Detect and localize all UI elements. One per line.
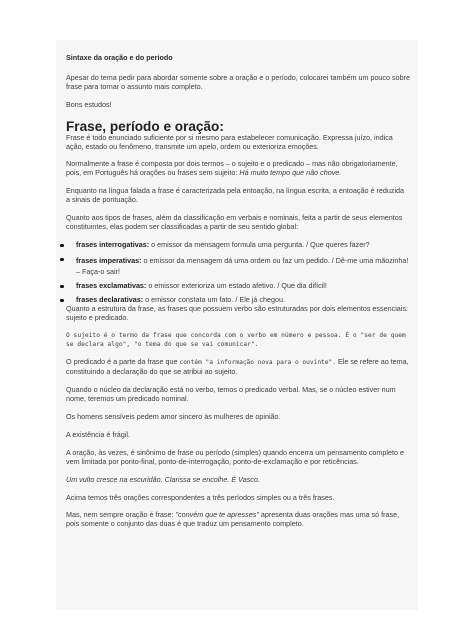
mono-text: contém "a informação nova para o ouvinte". (179, 359, 336, 367)
bullet-icon (60, 258, 64, 262)
intro-paragraph: Apesar do tema pedir para abordar somente sobre a oração e o período, colocarei também um pouco sobre frase para tornar o assunto mais completo. (66, 72, 410, 91)
type-text: o emissor da mensagem dá uma ordem ou faz um pedido. / Dê-me uma mãozinha! – Faça-o sair! (76, 255, 409, 276)
paragraph-sujeito: O sujeito é o termo da frase que concorda com o verbo em número e pessoa. É o "ser de quem se declara algo", "o tema do que se vai comunicar". (66, 332, 406, 349)
paragraph-tres-oracoes: Acima temos três orações correspondentes a três períodos simples ou a três frases. (66, 492, 335, 502)
list-item (66, 296, 410, 305)
example-sentence: A existência é frágil. (66, 429, 130, 439)
paragraph-text: Mas, nem sempre oração é frase: (66, 510, 176, 520)
paragraph-text: apresenta duas orações mas uma só frase, pois somente o conjunto das duas é que traduz um pensamento completo. (66, 510, 400, 529)
paragraph-text: Ele se refere ao tema, constituindo a declaração do que se atribui ao sujeito. (66, 357, 409, 377)
paragraph-tipos: Quanto aos tipos de frases, além da classificação em verbais e nominais, feita a partir de seus elementos constituintes, elas podem ser classificadas a partir de seu sentido global: (66, 213, 403, 231)
paragraph-frase-definition: Frase é todo enunciado suficiente por si mesmo para estabelecer comunicação. Expressa juízo, indica ação, estado ou fenômeno, transmite um apelo, ordem ou exterioriza emoções. (66, 132, 393, 151)
paragraph-text: Normalmente a frase é composta por dois termos – o sujeito e o predicado – mas não obrigatoriamente, pois, em Português há orações ou frases sem sujeito: (66, 159, 398, 178)
paragraph-estrutura: Quanto a estrutura da frase, as frases que possuem verbo são estruturadas por dois elementos essenciais: sujeito e predicado. (66, 303, 408, 322)
bullet-icon (60, 285, 64, 289)
list-item (66, 282, 410, 291)
paragraph-oracao: A oração, às vezes, é sinônimo de frase ou período (simples) quando encerra um pensamento completo e vem limitada por ponto-final, ponto-de-interrogação, ponto-de-exclamação e por reticências. (66, 447, 405, 466)
example-sentence: Os homens sensíveis pedem amor sincero às mulheres de opinião. (66, 412, 281, 422)
paragraph-predicado (66, 358, 410, 377)
greeting: Bons estudos! (66, 99, 112, 109)
type-text: o emissor da mensagem formula uma pergunta. / Que queres fazer? (149, 239, 370, 249)
quote-italic: "convém que te apresses" (175, 510, 259, 520)
paragraph-frase-termos (66, 160, 410, 178)
paragraph-entoacao: Enquanto na língua falada a frase é caracterizada pela entoação, na língua escrita, a entoação é reduzida a sinais de pontuação. (66, 186, 405, 205)
type-text: o emissor constata um fato. / Ele já chegou. (143, 294, 285, 304)
bullet-icon (60, 299, 64, 303)
bullet-icon (60, 244, 64, 248)
type-term: frases exclamativas: (76, 280, 147, 290)
list-item (66, 255, 410, 277)
paragraph-nucleo: Quando o núcleo da declaração está no verbo, temos o predicado verbal. Mas, se o núcleo estiver num nome, teremos um predicado nominal. (66, 385, 396, 404)
paragraph-nem-sempre (66, 511, 410, 529)
page-content (56, 40, 418, 610)
list-item (66, 241, 410, 250)
section-title: Sintaxe da oração e do período (66, 53, 173, 62)
type-term: frases declarativas: (76, 294, 144, 304)
example-italic: Um vulto cresce na escuridão. Clarissa se encolhe. É Vasco. (66, 474, 260, 484)
paragraph-text: O predicado é a parte da frase que (66, 357, 180, 367)
type-text: o emissor exterioriza um estado afetivo. / Que dia difícil! (146, 280, 327, 290)
main-heading: Frase, período e oração: (66, 118, 224, 134)
example-italic: Há muito tempo que não chove. (239, 168, 342, 178)
frase-types-list (66, 241, 410, 305)
type-term: frases interrogativas: (76, 239, 150, 249)
type-term: frases imperativas: (76, 255, 142, 265)
